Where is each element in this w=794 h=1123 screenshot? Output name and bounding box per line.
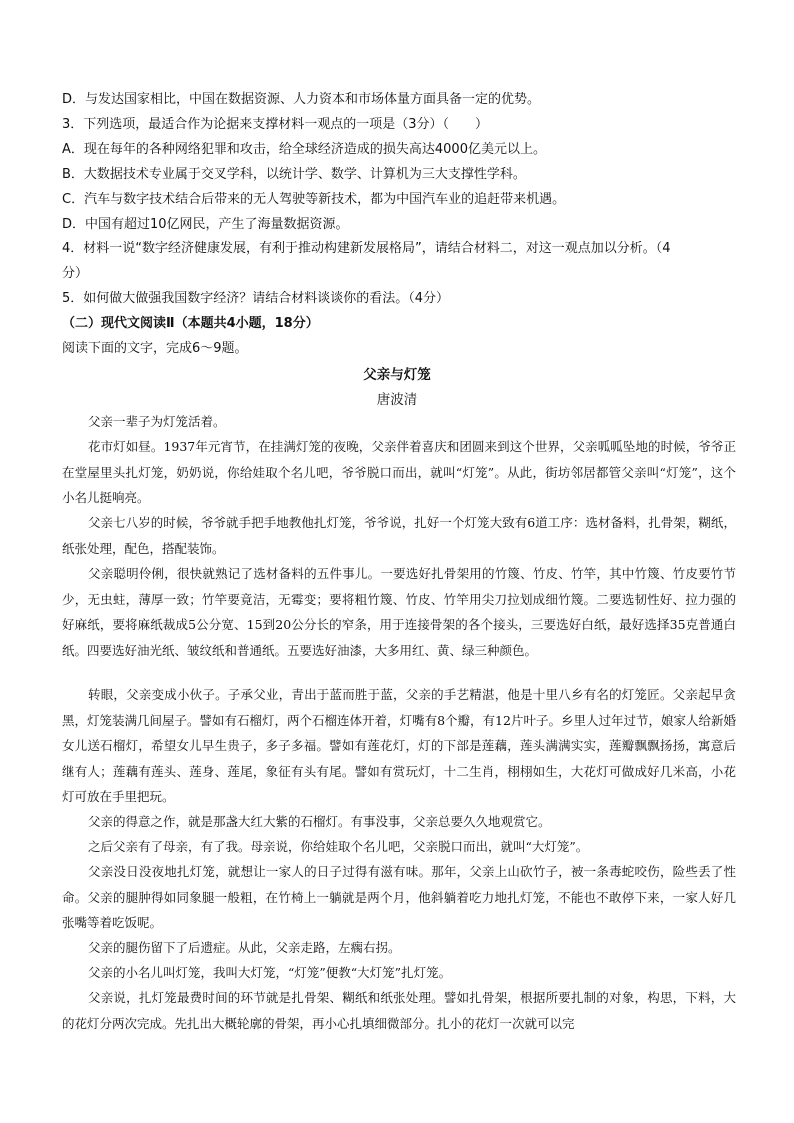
option-3a: A．现在每年的各种网络犯罪和攻击，给全球经济造成的损失高达4000亿美元以上。 [62, 142, 546, 157]
option-2d: D．与发达国家相比，中国在数据资源、人力资本和市场体量方面具备一定的优势。 [62, 92, 541, 107]
section-heading: （二）现代文阅读Ⅱ（本题共4小题，18分） [62, 316, 319, 331]
section-instruction: 阅读下面的文字，完成6～9题。 [62, 341, 248, 356]
question-4-line2: 分） [62, 266, 89, 281]
article-paragraph: 父亲聪明伶俐，很快就熟记了选材备料的五件事儿。一要选好扎骨架用的竹篾、竹皮、竹竿，其中竹篾、竹皮要竹节少，无虫蛀，薄厚一致；竹竿要竟洁，无霉变；要将粗竹篾、竹皮、竹竿用尖刀拉划成细竹篾。二要选韧性好、拉力强的好麻纸，要将麻纸裁成5公分宽、15到20公分长的窄条，用于连接骨架的各个接头，三要选好白纸，最好选择35克普通白纸。四要选好油光纸、皱纹纸和普通纸。五要选好油漆，大多用红、黄、绿三种颜色。 [62, 566, 736, 658]
question-4-line1: 4．材料一说“数字经济健康发展，有利于推动构建新发展格局”，请结合材料二，对这一观点加以分析。（4 [62, 241, 671, 256]
article-author: 唐波清 [376, 392, 418, 408]
option-3c: C．汽车与数字技术结合后带来的无人驾驶等新技术，都为中国汽车业的追赶带来机遇。 [62, 192, 566, 207]
article-paragraph: 父亲没日没夜地扎灯笼，就想让一家人的日子过得有滋有味。那年，父亲上山砍竹子，被一条毒蛇咬伤，险些丢了性命。父亲的腿肿得如同象腿一般粗，在竹椅上一躺就是两个月，他斜躺着吃力地扎灯笼，不能也不敢停下来，一家人好几张嘴等着吃饭呢。 [62, 864, 736, 930]
article-paragraph: 转眼，父亲变成小伙子。子承父业，青出于蓝而胜于蓝，父亲的手艺精湛，他是十里八乡有名的灯笼匠。父亲起早贪黑，灯笼装满几间屋子。譬如有石榴灯，两个石榴连体开着，灯嘴有8个瓣，有12片叶子。乡里人过年过节，娘家人给新婚女儿送石榴灯，希望女儿早生贵子，多子多福。譬如有莲花灯，灯的下部是莲藕，莲头满满实实，莲瓣飘飘扬扬，寓意后继有人；莲藕有莲头、莲身、莲尾，象征有头有尾。譬如有赏玩灯，十二生肖，栩栩如生，大花灯可做成好几米高，小花灯可放在手里把玩。 [62, 687, 736, 804]
article-paragraph: 之后父亲有了母亲，有了我。母亲说，你给娃取个名儿吧，父亲脱口而出，就叫“大灯笼”。 [88, 839, 589, 854]
article-paragraph: 花市灯如昼。1937年元宵节，在挂满灯笼的夜晚，父亲伴着喜庆和团圆来到这个世界，父亲呱呱坠地的时候，爷爷正在堂屋里头扎灯笼，奶奶说，你给娃取个名儿吧，爷爷脱口而出，就叫“灯笼”。从此，街坊邻居都管父亲叫“灯笼”，这个小名儿挺响亮。 [62, 439, 736, 505]
article-paragraph: 父亲说，扎灯笼最费时间的环节就是扎骨架、糊纸和纸张处理。譬如扎骨架，根据所要扎制的对象，构思，下料，大的花灯分两次完成。先扎出大概轮廓的骨架，再小心扎填细微部分。扎小的花灯一次就可以完 [62, 990, 736, 1031]
article-paragraph: 父亲的得意之作，就是那盏大红大紫的石榴灯。有事没事，父亲总要久久地观赏它。 [88, 814, 551, 829]
question-3: 3．下列选项，最适合作为论据来支撑材料一观点的一项是（3分）（ ） [62, 117, 489, 132]
article-title: 父亲与灯笼 [363, 367, 431, 383]
article-paragraph: 父亲的小名儿叫灯笼，我叫大灯笼，“灯笼”便教“大灯笼”扎灯笼。 [88, 965, 452, 980]
option-3d: D．中国有超过10亿网民，产生了海量数据资源。 [62, 217, 349, 232]
article-paragraph: 父亲的腿伤留下了后遗症。从此，父亲走路，左瘸右拐。 [88, 940, 401, 955]
option-3b: B．大数据技术专业属于交叉学科，以统计学、数学、计算机为三大支撑性学科。 [62, 167, 526, 182]
question-5: 5．如何做大做强我国数字经济？请结合材料谈谈你的看法。（4分） [62, 291, 450, 306]
article-paragraph: 父亲七八岁的时候，爷爷就手把手地教他扎灯笼，爷爷说，扎好一个灯笼大致有6道工序：选材备料，扎骨架，糊纸，纸张处理，配色，搭配装饰。 [62, 515, 736, 556]
article-paragraph: 父亲一辈子为灯笼活着。 [88, 414, 226, 429]
